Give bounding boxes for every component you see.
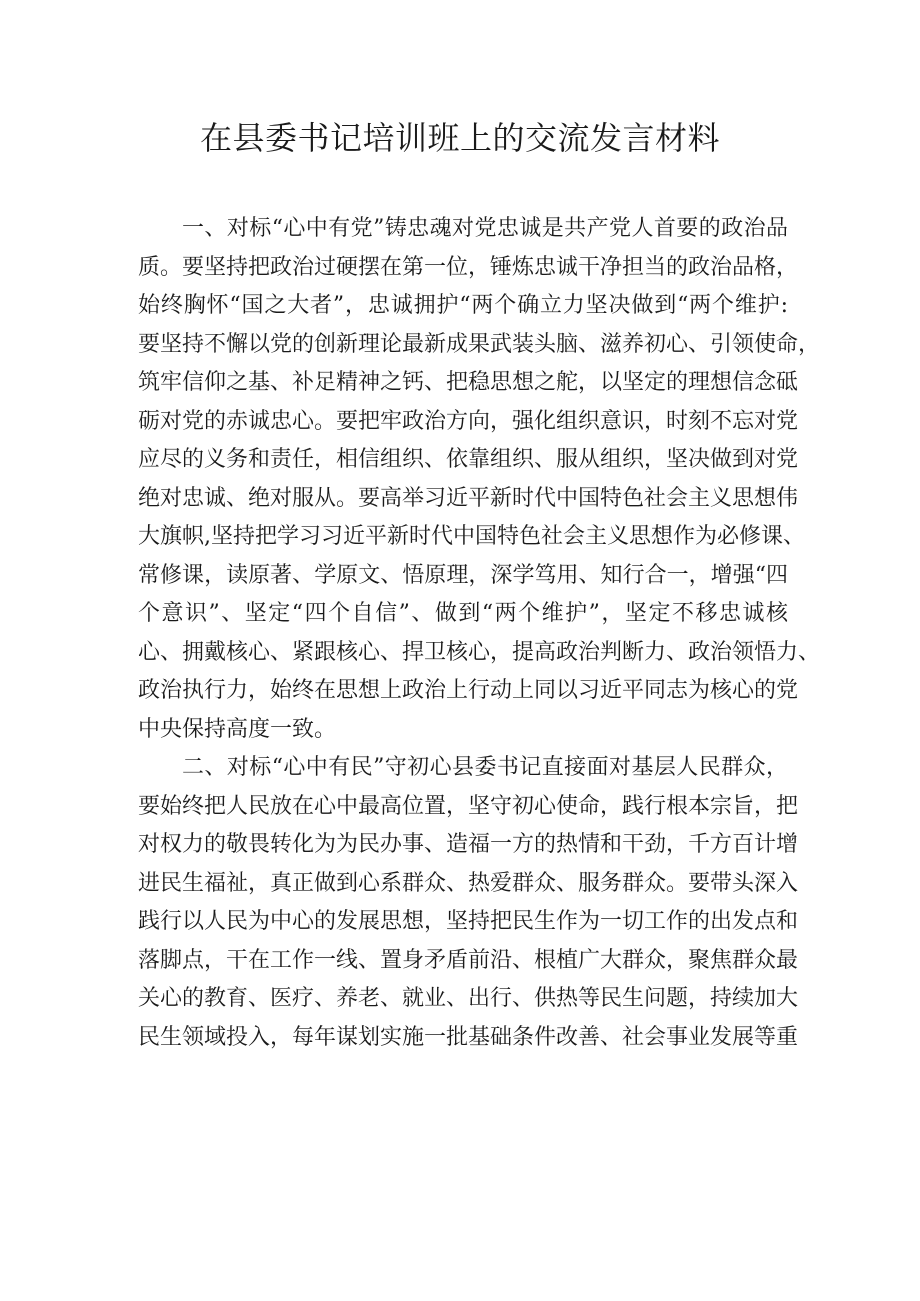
text-line: 二、对标“心中有民”守初心县委书记直接面对基层人民群众， xyxy=(182,755,788,780)
text-line: 政治执行力，始终在思想上政治上行动上同以习近平同志为核心的党 xyxy=(138,678,799,703)
text-line: 心、拥戴核心、紧跟核心、捍卫核心，提高政治判断力、政治领悟力、 xyxy=(138,639,821,665)
text-line: 砺对党的赤诚忠心。要把牢政治方向，强化组织意识，时刻不忘对党 xyxy=(138,408,799,434)
paragraph-1 xyxy=(138,210,821,749)
text-line: 民生领域投入，每年谋划实施一批基础条件改善、社会事业发展等重 xyxy=(138,1024,799,1050)
text-line: 筑牢信仰之基、补足精神之钙、把稳思想之舵，以坚定的理想信念砥 xyxy=(138,370,799,395)
text-line: 关心的教育、医疗、养老、就业、出行、供热等民生问题，持续加大 xyxy=(138,986,799,1011)
text-line: 个意识”、坚定“四个自信”、做到“两个维护”，坚定不移忠诚核 xyxy=(138,601,788,626)
text-line: 践行以人民为中心的发展思想，坚持把民生作为一切工作的出发点和 xyxy=(138,909,799,934)
text-line: 始终胸怀“国之大者”，忠诚拥护“两个确立力坚决做到“两个维护: xyxy=(138,293,788,318)
text-line: 一、对标“心中有党”铸忠魂对党忠诚是共产党人首要的政治品 xyxy=(182,216,788,241)
text-line: 落脚点，干在工作一线、置身矛盾前沿、根植广大群众，聚焦群众最 xyxy=(138,947,799,973)
text-line: 对权力的敬畏转化为为民办事、造福一方的热情和干劲，千方百计增 xyxy=(138,832,799,857)
text-line: 要坚持不懈以党的创新理论最新成果武装头脑、滋养初心、引领使命， xyxy=(138,331,821,357)
document-title: 在县委书记培训班上的交流发言材料 xyxy=(199,119,720,157)
document-body xyxy=(138,210,821,1057)
text-line: 中央保持高度一致。 xyxy=(138,716,337,742)
text-line: 绝对忠诚、绝对服从。要高举习近平新时代中国特色社会主义思想伟 xyxy=(138,485,799,511)
text-line: 大旗帜,坚持把学习习近平新时代中国特色社会主义思想作为必修课、 xyxy=(138,524,805,549)
text-line: 常修课，读原著、学原文、悟原理，深学笃用、知行合一，增强“四 xyxy=(138,562,788,588)
paragraph-2 xyxy=(138,749,799,1057)
text-line: 进民生福祉，真正做到心系群众、热爱群众、服务群众。要带头深入 xyxy=(138,870,799,896)
text-line: 质。要坚持把政治过硬摆在第一位，锤炼忠诚干净担当的政治品格， xyxy=(138,254,799,280)
text-line: 要始终把人民放在心中最高位置，坚守初心使命，践行根本宗旨，把 xyxy=(138,793,799,819)
text-line: 应尽的义务和责任，相信组织、依靠组织、服从组织，坚决做到对党 xyxy=(138,447,799,472)
